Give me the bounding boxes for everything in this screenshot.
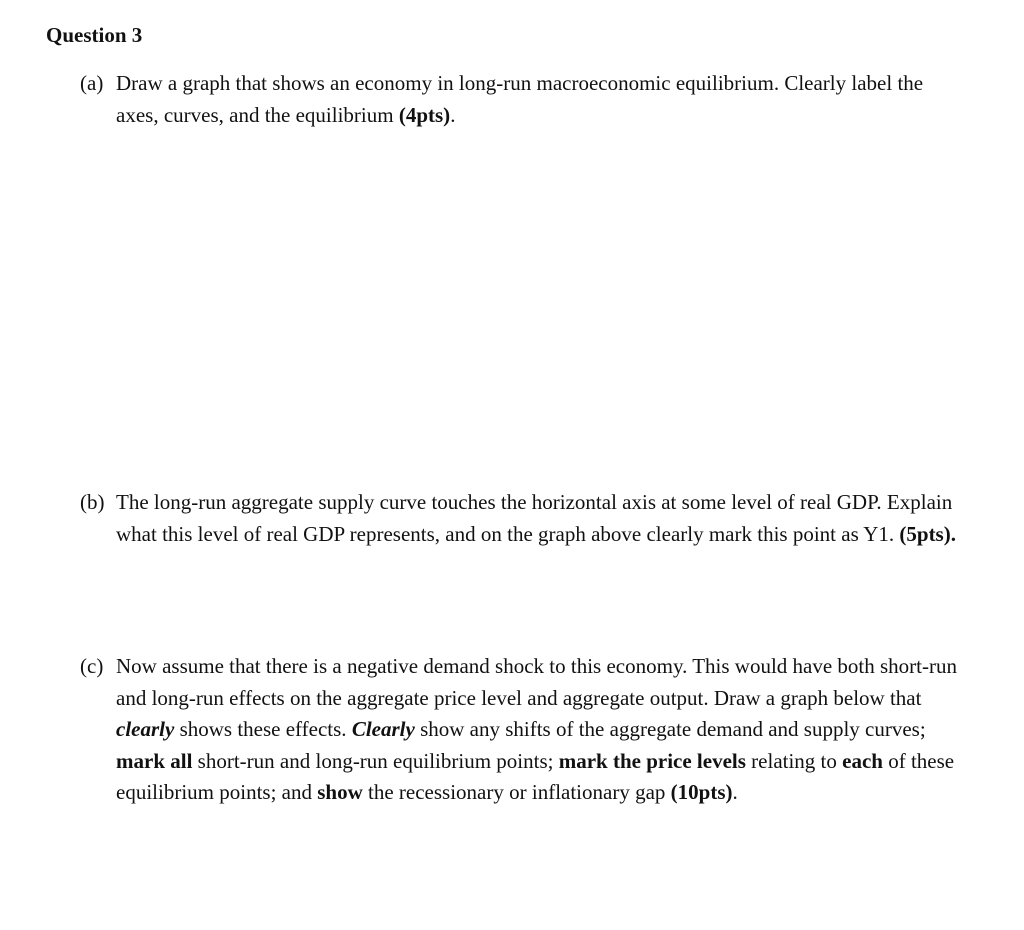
part-a-body: Draw a graph that shows an economy in long-run macroeconomic equilibrium. Clearly label the axes, curves, and the equilibrium (116, 71, 924, 127)
part-b (80, 487, 970, 550)
part-a-end: . (450, 102, 456, 127)
part-b-label: (b) (80, 490, 105, 514)
part-c-emphasis-clearly-1: clearly (116, 717, 175, 741)
question-title: Question 3 (46, 23, 143, 47)
part-c-bold-each: each (842, 748, 883, 773)
part-c-body-7: the recessionary or inflationary gap (362, 780, 671, 804)
part-c-label: (c) (80, 654, 104, 678)
part-c-bold-mark-all: mark all (116, 748, 193, 773)
part-c-bold-price-levels: mark the price levels (558, 748, 746, 773)
part-b-points: (5pts). (899, 521, 956, 546)
part-c-body-6: of these equilibrium points; and (116, 748, 955, 804)
part-c-end: . (732, 780, 738, 804)
part-c-body-3: show any shifts of the aggregate demand and supply curves; (414, 717, 926, 741)
part-c-points: (10pts) (670, 780, 733, 804)
part-c-text (116, 651, 970, 809)
part-c-body-4: short-run and long-run equilibrium points; (192, 748, 559, 773)
part-c-emphasis-clearly-2: Clearly (351, 717, 415, 741)
part-a-text (116, 68, 970, 131)
part-c-body-2: shows these effects. (174, 717, 352, 741)
part-a (80, 68, 970, 131)
part-a-points: (4pts) (398, 102, 451, 127)
part-c-bold-show: show (317, 780, 363, 804)
part-b-text (116, 487, 970, 550)
part-b-body: The long-run aggregate supply curve touches the horizontal axis at some level of real GDP. Explain what this level of real GDP represents, and on the graph above clearly mark this point as Y1. (116, 490, 953, 546)
part-c-body-5: relating to (745, 748, 843, 773)
part-a-label: (a) (80, 71, 104, 95)
part-c-body-1: Now assume that there is a negative demand shock to this economy. This would have both short-run and long-run effects on the aggregate price level and aggregate output. Draw a graph below that (116, 654, 957, 710)
part-c (80, 651, 970, 809)
